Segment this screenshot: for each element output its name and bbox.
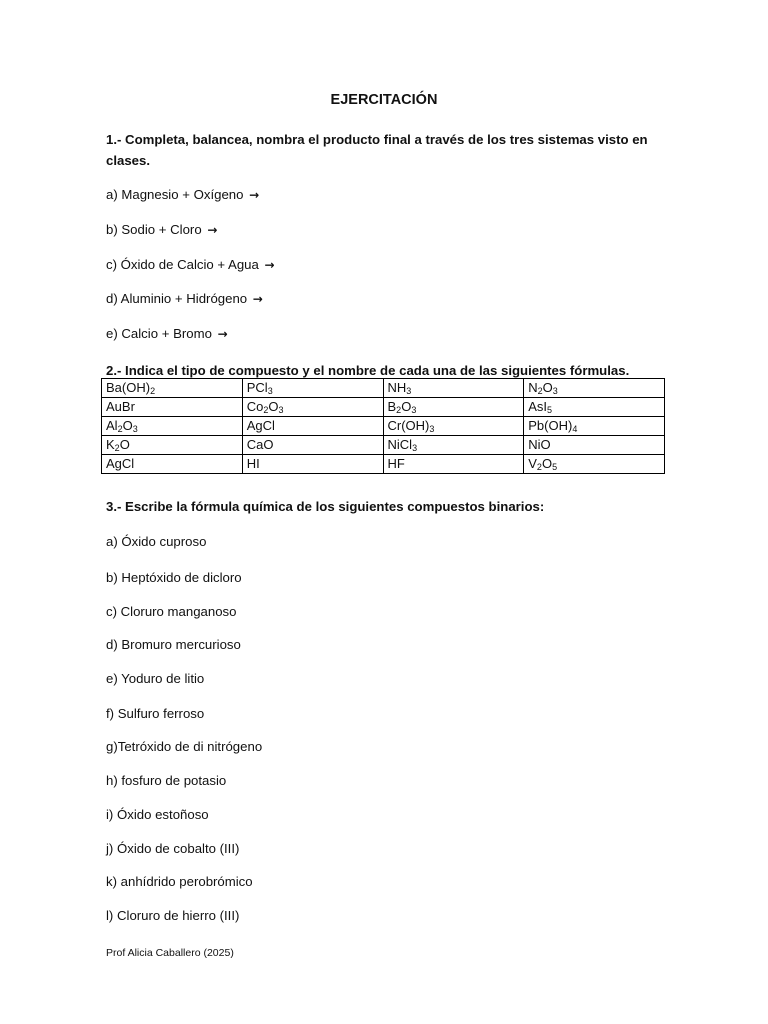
right-arrow-icon: → bbox=[264, 258, 275, 272]
formula-subscript: 3 bbox=[552, 386, 558, 396]
formula-cell bbox=[242, 436, 383, 455]
formula-cell bbox=[102, 417, 243, 436]
formula-cell bbox=[242, 398, 383, 417]
compound-item: a) Óxido cuproso bbox=[106, 534, 207, 549]
formula-subscript: 3 bbox=[132, 424, 138, 434]
formula-subscript: 3 bbox=[411, 405, 417, 415]
compound-item: i) Óxido estoñoso bbox=[106, 807, 209, 822]
formulas-table bbox=[101, 378, 665, 474]
formula-cell bbox=[102, 436, 243, 455]
formula-subscript: 2 bbox=[396, 405, 402, 415]
formula-text: Cr(OH) bbox=[387, 418, 430, 433]
compound-item: h) fosfuro de potasio bbox=[106, 773, 227, 788]
formula-text: V bbox=[528, 456, 537, 471]
question-2-heading: 2.- Indica el tipo de compuesto y el nombre de cada una de las siguientes fórmulas. bbox=[106, 363, 630, 378]
formula-cell bbox=[524, 417, 665, 436]
formula-text: AsI bbox=[528, 399, 548, 414]
formula-subscript: 3 bbox=[278, 405, 284, 415]
compound-item: g)Tetróxido de di nitrógeno bbox=[106, 739, 263, 754]
compound-item: f) Sulfuro ferroso bbox=[106, 706, 205, 721]
formula-subscript: 4 bbox=[572, 424, 578, 434]
formula-cell bbox=[383, 455, 524, 474]
compound-item: k) anhídrido perobrómico bbox=[106, 874, 253, 889]
formula-cell bbox=[383, 379, 524, 398]
formula-cell bbox=[524, 436, 665, 455]
formula-text: O bbox=[541, 456, 553, 471]
formula-text: Co bbox=[246, 399, 264, 414]
formula-text: O bbox=[122, 418, 133, 433]
formula-subscript: 3 bbox=[267, 386, 273, 396]
reaction-item bbox=[106, 326, 228, 341]
formula-cell bbox=[102, 379, 243, 398]
formula-text: O bbox=[268, 399, 279, 414]
formula-text: NiCl bbox=[387, 437, 413, 452]
formula-cell bbox=[383, 398, 524, 417]
reaction-item bbox=[106, 222, 217, 237]
right-arrow-icon: → bbox=[252, 292, 263, 306]
table-row bbox=[102, 398, 665, 417]
formula-subscript: 5 bbox=[552, 462, 558, 472]
reaction-item bbox=[106, 291, 263, 306]
right-arrow-icon: → bbox=[217, 327, 228, 341]
question-1-heading: 1.- Completa, balancea, nombra el producto final a través de los tres sistemas visto en clases. bbox=[106, 132, 648, 168]
formula-subscript: 5 bbox=[547, 405, 553, 415]
formula-subscript: 2 bbox=[263, 405, 269, 415]
table-row bbox=[102, 379, 665, 398]
formula-subscript: 3 bbox=[412, 443, 418, 453]
formula-subscript: 2 bbox=[537, 386, 543, 396]
right-arrow-icon: → bbox=[249, 188, 260, 202]
formula-text: O bbox=[119, 437, 130, 452]
right-arrow-icon: → bbox=[207, 223, 218, 237]
table-row bbox=[102, 436, 665, 455]
reaction-label: d) Aluminio + Hidrógeno bbox=[106, 291, 248, 306]
compound-item: c) Cloruro manganoso bbox=[106, 604, 237, 619]
formula-text: N bbox=[528, 380, 538, 395]
formula-text: B bbox=[387, 399, 397, 414]
page-title: EJERCITACIÓN bbox=[330, 92, 438, 108]
reaction-label: c) Óxido de Calcio + Agua bbox=[106, 257, 259, 272]
compound-item: e) Yoduro de litio bbox=[106, 671, 205, 686]
reaction-label: e) Calcio + Bromo bbox=[106, 326, 212, 341]
table-row bbox=[102, 455, 665, 474]
formula-text: Pb(OH) bbox=[528, 418, 573, 433]
footer-author: Prof Alicia Caballero (2025) bbox=[106, 947, 234, 959]
formula-cell bbox=[102, 398, 243, 417]
formula-text: Al bbox=[106, 418, 118, 433]
formula-subscript: 2 bbox=[117, 424, 123, 434]
question-3-heading: 3.- Escribe la fórmula química de los siguientes compuestos binarios: bbox=[106, 499, 545, 514]
formula-text: CaO bbox=[246, 437, 274, 452]
formula-subscript: 3 bbox=[429, 424, 435, 434]
formula-subscript: 2 bbox=[536, 462, 542, 472]
compound-item: j) Óxido de cobalto (III) bbox=[106, 841, 240, 856]
compound-item: d) Bromuro mercurioso bbox=[106, 637, 241, 652]
reaction-item bbox=[106, 257, 275, 272]
formula-text: AuBr bbox=[106, 399, 135, 414]
table-row bbox=[102, 417, 665, 436]
formula-text: Ba(OH) bbox=[106, 380, 151, 395]
formula-text: HF bbox=[387, 456, 405, 471]
formula-cell bbox=[102, 455, 243, 474]
formula-cell bbox=[242, 379, 383, 398]
formula-subscript: 3 bbox=[406, 386, 412, 396]
formula-cell bbox=[524, 398, 665, 417]
formula-text: O bbox=[542, 380, 553, 395]
compound-item: b) Heptóxido de dicloro bbox=[106, 570, 242, 585]
formula-text: HI bbox=[246, 456, 260, 471]
formula-cell bbox=[242, 455, 383, 474]
compound-item: l) Cloruro de hierro (III) bbox=[106, 908, 240, 923]
formula-subscript: 2 bbox=[114, 443, 120, 453]
reaction-label: b) Sodio + Cloro bbox=[106, 222, 202, 237]
formula-text: K bbox=[106, 437, 115, 452]
formula-text: NiO bbox=[528, 437, 551, 452]
reaction-item bbox=[106, 187, 259, 202]
formula-cell bbox=[524, 455, 665, 474]
formula-text: AgCl bbox=[106, 456, 135, 471]
formula-cell bbox=[383, 417, 524, 436]
formula-cell bbox=[383, 436, 524, 455]
formula-cell bbox=[524, 379, 665, 398]
reaction-label: a) Magnesio + Oxígeno bbox=[106, 187, 244, 202]
formula-text: PCl bbox=[246, 380, 268, 395]
formula-text: O bbox=[401, 399, 412, 414]
formula-text: NH bbox=[387, 380, 407, 395]
formula-cell bbox=[242, 417, 383, 436]
formula-text: AgCl bbox=[246, 418, 275, 433]
formula-subscript: 2 bbox=[150, 386, 156, 396]
